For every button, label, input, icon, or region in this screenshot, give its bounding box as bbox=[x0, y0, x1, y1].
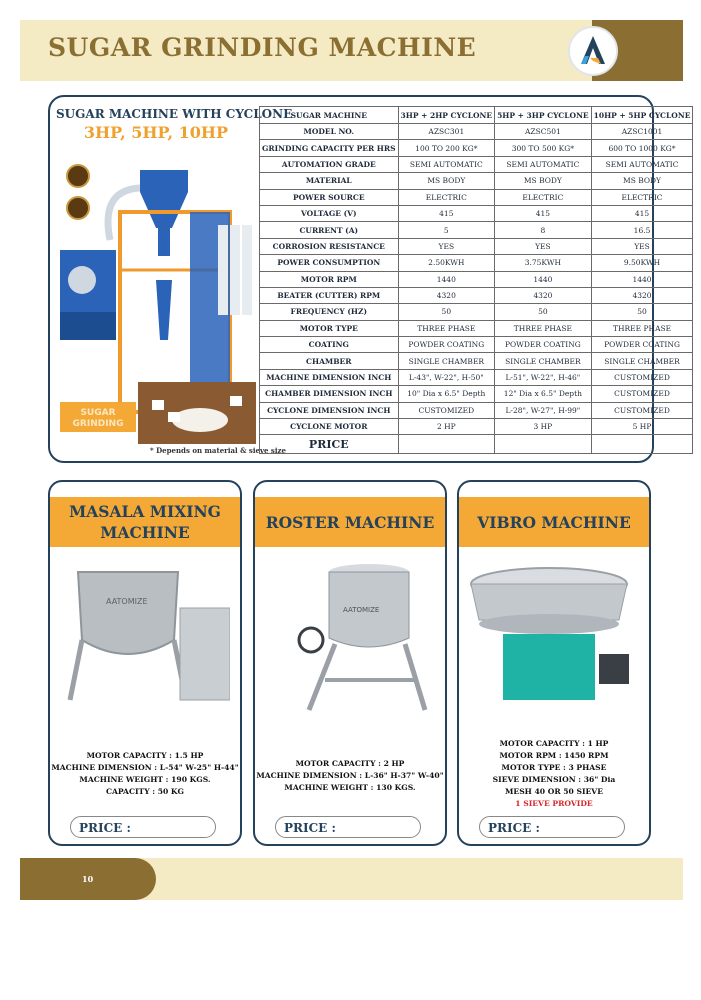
spec-line: MACHINE WEIGHT : 130 KGS. bbox=[284, 783, 416, 792]
table-cell: 1440 bbox=[591, 271, 693, 287]
table-row bbox=[260, 287, 693, 303]
table-row bbox=[260, 271, 693, 287]
row-label: BEATER (CUTTER) RPM bbox=[260, 287, 399, 303]
table-cell: 415 bbox=[591, 205, 693, 221]
price-label: PRICE : bbox=[284, 821, 336, 835]
spec-line: SIEVE DIMENSION : 36" Dia bbox=[492, 775, 616, 784]
table-cell: SEMI AUTOMATIC bbox=[591, 156, 693, 172]
row-label: CURRENT (A) bbox=[260, 222, 399, 238]
row-label: COATING bbox=[260, 337, 399, 353]
table-cell: 5HP + 3HP CYCLONE bbox=[495, 107, 592, 124]
table-cell: 3 HP bbox=[495, 419, 592, 435]
price-cell[interactable] bbox=[398, 435, 495, 454]
table-cell: SINGLE CHAMBER bbox=[591, 353, 693, 369]
row-label: MACHINE DIMENSION INCH bbox=[260, 369, 399, 385]
table-row bbox=[260, 124, 693, 140]
price-cell[interactable] bbox=[591, 435, 693, 454]
table-cell: AZSC1001 bbox=[591, 124, 693, 140]
vibro-spec-list bbox=[459, 738, 649, 810]
price-row bbox=[260, 435, 693, 454]
spec-line: MOTOR RPM : 1450 RPM bbox=[499, 751, 609, 760]
table-cell: CUSTOMIZED bbox=[591, 369, 693, 385]
table-cell: AZSC301 bbox=[398, 124, 495, 140]
sugar-machine-subtitle: 3HP, 5HP, 10HP bbox=[83, 123, 229, 142]
masala-mixer-image bbox=[60, 560, 230, 720]
masala-spec-list bbox=[50, 750, 240, 798]
spec-line: MACHINE DIMENSION : L-54" W-25" H-44" bbox=[51, 763, 239, 772]
row-label: CHAMBER bbox=[260, 353, 399, 369]
card-title-band bbox=[459, 497, 649, 547]
table-cell: SINGLE CHAMBER bbox=[398, 353, 495, 369]
table-cell: 3HP + 2HP CYCLONE bbox=[398, 107, 495, 124]
table-cell: YES bbox=[398, 238, 495, 254]
table-row bbox=[260, 140, 693, 156]
row-label: FREQUENCY (HZ) bbox=[260, 304, 399, 320]
table-cell: ELECTRIC bbox=[398, 189, 495, 205]
row-label: GRINDING CAPACITY PER HRS bbox=[260, 140, 399, 156]
card-title-line: MACHINE bbox=[100, 523, 190, 542]
row-label: MATERIAL bbox=[260, 173, 399, 189]
roster-image bbox=[265, 560, 435, 720]
row-label: VOLTAGE (V) bbox=[260, 205, 399, 221]
table-cell: 4320 bbox=[398, 287, 495, 303]
row-label: AUTOMATION GRADE bbox=[260, 156, 399, 172]
brand-logo bbox=[568, 26, 618, 76]
price-field[interactable] bbox=[479, 816, 625, 838]
table-cell: 10" Dia x 6.5" Depth bbox=[398, 386, 495, 402]
card-title-band bbox=[50, 497, 240, 547]
row-label: CORROSION RESISTANCE bbox=[260, 238, 399, 254]
table-row bbox=[260, 173, 693, 189]
table-cell: 9.50KWH bbox=[591, 255, 693, 271]
page-title: SUGAR GRINDING MACHINE bbox=[48, 33, 477, 62]
svg-text:AATOMIZE: AATOMIZE bbox=[106, 597, 148, 606]
table-cell: YES bbox=[495, 238, 592, 254]
table-cell: L-51", W-22", H-46" bbox=[495, 369, 592, 385]
card-title-line: ROSTER MACHINE bbox=[265, 512, 435, 532]
table-cell: L-28", W-27", H-99" bbox=[495, 402, 592, 418]
sieve-note: 1 SIEVE PROVIDE bbox=[515, 799, 593, 808]
table-row bbox=[260, 156, 693, 172]
table-cell: 1440 bbox=[495, 271, 592, 287]
table-cell: 1440 bbox=[398, 271, 495, 287]
table-cell: 5 HP bbox=[591, 419, 693, 435]
card-title bbox=[69, 501, 221, 543]
page-number: 10 bbox=[82, 874, 94, 884]
table-row bbox=[260, 386, 693, 402]
table-cell: THREE PHASE bbox=[591, 320, 693, 336]
spec-line: MOTOR CAPACITY : 1.5 HP bbox=[86, 751, 204, 760]
table-cell: YES bbox=[591, 238, 693, 254]
table-cell: MS BODY bbox=[591, 173, 693, 189]
card-title-line: VIBRO MACHINE bbox=[477, 512, 631, 532]
row-label: POWER CONSUMPTION bbox=[260, 255, 399, 271]
row-label: CHAMBER DIMENSION INCH bbox=[260, 386, 399, 402]
table-cell: L-43", W-22", H-50" bbox=[398, 369, 495, 385]
table-cell: MS BODY bbox=[398, 173, 495, 189]
vibro-card bbox=[457, 480, 651, 846]
sugar-grinder-image bbox=[60, 150, 260, 450]
svg-text:AATOMIZE: AATOMIZE bbox=[343, 606, 380, 614]
sugar-machine-spec-table bbox=[259, 106, 693, 454]
card-title-band bbox=[255, 497, 445, 547]
table-row bbox=[260, 205, 693, 221]
masala-mixing-card bbox=[48, 480, 242, 846]
table-cell: SEMI AUTOMATIC bbox=[398, 156, 495, 172]
row-label: SUGAR MACHINE bbox=[260, 107, 399, 124]
table-row bbox=[260, 337, 693, 353]
table-cell: CUSTOMIZED bbox=[591, 402, 693, 418]
table-row bbox=[260, 320, 693, 336]
row-label: CYCLONE MOTOR bbox=[260, 419, 399, 435]
table-cell: THREE PHASE bbox=[495, 320, 592, 336]
table-cell: 300 TO 500 KG* bbox=[495, 140, 592, 156]
table-row bbox=[260, 189, 693, 205]
table-row bbox=[260, 369, 693, 385]
table-cell: 12" Dia x 6.5" Depth bbox=[495, 386, 592, 402]
price-field[interactable] bbox=[275, 816, 421, 838]
price-cell[interactable] bbox=[495, 435, 592, 454]
table-cell: 600 TO 1000 KG* bbox=[591, 140, 693, 156]
table-cell: 16.5 bbox=[591, 222, 693, 238]
table-row bbox=[260, 353, 693, 369]
price-label: PRICE bbox=[260, 435, 399, 454]
row-label: MOTOR RPM bbox=[260, 271, 399, 287]
spec-line: MESH 40 OR 50 SIEVE bbox=[505, 787, 603, 796]
table-cell: CUSTOMIZED bbox=[398, 402, 495, 418]
logo-icon bbox=[570, 28, 616, 74]
table-cell: ELECTRIC bbox=[591, 189, 693, 205]
roster-spec-list bbox=[255, 758, 445, 794]
table-cell: 10HP + 5HP CYCLONE bbox=[591, 107, 693, 124]
table-cell: 5 bbox=[398, 222, 495, 238]
table-row bbox=[260, 255, 693, 271]
table-cell: 2 HP bbox=[398, 419, 495, 435]
table-row bbox=[260, 304, 693, 320]
table-cell: SEMI AUTOMATIC bbox=[495, 156, 592, 172]
table-cell: 50 bbox=[495, 304, 592, 320]
card-title-line: MASALA MIXING bbox=[69, 502, 221, 521]
table-cell: POWDER COATING bbox=[591, 337, 693, 353]
table-row bbox=[260, 238, 693, 254]
spec-line: MOTOR CAPACITY : 2 HP bbox=[295, 759, 405, 768]
roster-card bbox=[253, 480, 447, 846]
table-cell: 50 bbox=[591, 304, 693, 320]
table-cell: 4320 bbox=[591, 287, 693, 303]
row-label: MOTOR TYPE bbox=[260, 320, 399, 336]
vibro-sifter-image bbox=[469, 560, 639, 720]
card-title bbox=[266, 512, 435, 533]
table-cell: 100 TO 200 KG* bbox=[398, 140, 495, 156]
table-cell: CUSTOMIZED bbox=[591, 386, 693, 402]
spec-line: MOTOR CAPACITY : 1 HP bbox=[499, 739, 609, 748]
table-row bbox=[260, 402, 693, 418]
card-title bbox=[477, 512, 631, 533]
spec-line: MACHINE DIMENSION : L-36" H-37" W-40" bbox=[256, 771, 444, 780]
row-label: CYCLONE DIMENSION INCH bbox=[260, 402, 399, 418]
spec-line: MOTOR TYPE : 3 PHASE bbox=[501, 763, 607, 772]
table-cell: 8 bbox=[495, 222, 592, 238]
svg-text:SUGAR: SUGAR bbox=[80, 408, 116, 418]
table-cell: SINGLE CHAMBER bbox=[495, 353, 592, 369]
table-row bbox=[260, 222, 693, 238]
spec-line: CAPACITY : 50 KG bbox=[105, 787, 185, 796]
table-cell: MS BODY bbox=[495, 173, 592, 189]
table-cell: POWDER COATING bbox=[398, 337, 495, 353]
svg-text:GRINDING: GRINDING bbox=[72, 419, 124, 429]
table-cell: ELECTRIC bbox=[495, 189, 592, 205]
table-cell: 3.75KWH bbox=[495, 255, 592, 271]
table-cell: AZSC501 bbox=[495, 124, 592, 140]
table-cell: 415 bbox=[398, 205, 495, 221]
capacity-footnote: * Depends on material & sieve size bbox=[150, 446, 286, 455]
table-cell: 4320 bbox=[495, 287, 592, 303]
table-cell: 50 bbox=[398, 304, 495, 320]
table-cell: 2.50KWH bbox=[398, 255, 495, 271]
price-field[interactable] bbox=[70, 816, 216, 838]
table-row bbox=[260, 419, 693, 435]
row-label: MODEL NO. bbox=[260, 124, 399, 140]
spec-line: MACHINE WEIGHT : 190 KGS. bbox=[79, 775, 211, 784]
table-cell: POWDER COATING bbox=[495, 337, 592, 353]
row-label: POWER SOURCE bbox=[260, 189, 399, 205]
table-cell: 415 bbox=[495, 205, 592, 221]
sugar-machine-title: SUGAR MACHINE WITH CYCLONE bbox=[56, 107, 293, 121]
table-header-row bbox=[260, 107, 693, 124]
price-label: PRICE : bbox=[488, 821, 540, 835]
table-cell: THREE PHASE bbox=[398, 320, 495, 336]
price-label: PRICE : bbox=[79, 821, 131, 835]
